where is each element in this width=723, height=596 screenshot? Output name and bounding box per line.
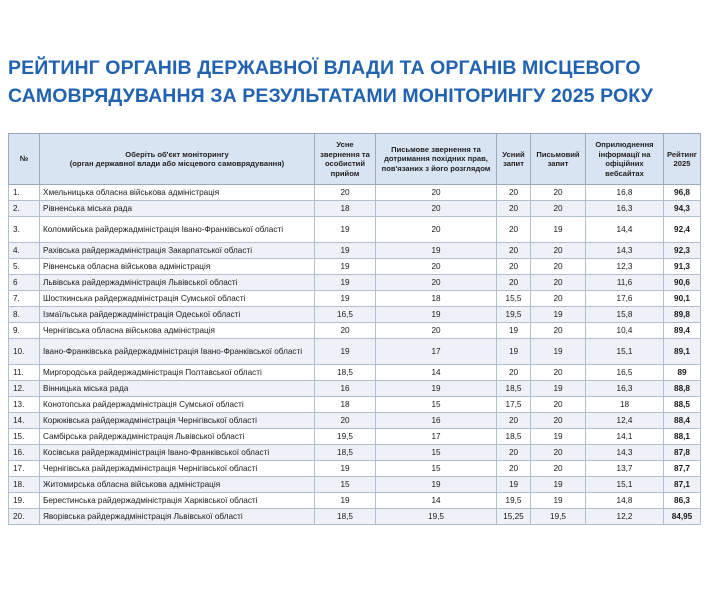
row-num: 11. [9,365,40,381]
row-num: 2. [9,201,40,217]
row-oral-request: 15,25 [497,509,531,525]
row-rating: 89,1 [664,339,701,365]
row-oral: 18,5 [315,445,376,461]
row-rating: 88,8 [664,381,701,397]
row-oral: 18,5 [315,509,376,525]
row-oral-request: 18,5 [497,381,531,397]
row-num: 3. [9,217,40,243]
row-publication: 12,2 [586,509,664,525]
row-written: 20 [376,259,497,275]
row-rating: 89,4 [664,323,701,339]
row-publication: 15,8 [586,307,664,323]
row-num: 14. [9,413,40,429]
row-name: Миргородська райдержадміністрація Полтавської області [40,365,315,381]
row-oral: 20 [315,413,376,429]
row-oral-request: 20 [497,185,531,201]
row-oral: 20 [315,323,376,339]
row-written-request: 20 [531,185,586,201]
row-publication: 12,3 [586,259,664,275]
table-row [9,259,701,275]
row-written-request: 20 [531,445,586,461]
row-publication: 14,4 [586,217,664,243]
row-name: Рівненська обласна військова адміністрація [40,259,315,275]
row-written: 19 [376,381,497,397]
row-oral-request: 19 [497,477,531,493]
row-name: Чернігівська обласна військова адміністрація [40,323,315,339]
row-oral-request: 20 [497,217,531,243]
row-rating: 88,5 [664,397,701,413]
table-header-row [9,134,701,185]
row-rating: 87,1 [664,477,701,493]
table-row [9,477,701,493]
table-row [9,339,701,365]
header-written-request: Письмовий запит [531,134,586,185]
table-row [9,365,701,381]
row-publication: 18 [586,397,664,413]
row-written-request: 20 [531,397,586,413]
row-oral-request: 20 [497,413,531,429]
row-written: 17 [376,429,497,445]
row-publication: 16,8 [586,185,664,201]
table-row [9,201,701,217]
table-row [9,307,701,323]
row-rating: 89,8 [664,307,701,323]
row-oral: 15 [315,477,376,493]
row-num: 18. [9,477,40,493]
row-num: 17. [9,461,40,477]
row-num: 12. [9,381,40,397]
row-written: 19 [376,307,497,323]
row-written-request: 20 [531,201,586,217]
row-written-request: 19 [531,381,586,397]
row-name: Чернігівська райдержадміністрація Чернігівської області [40,461,315,477]
table-row [9,461,701,477]
row-written: 17 [376,339,497,365]
row-oral-request: 19 [497,339,531,365]
row-name: Конотопська райдержадміністрація Сумської області [40,397,315,413]
row-publication: 12,4 [586,413,664,429]
row-written-request: 20 [531,275,586,291]
row-oral-request: 20 [497,461,531,477]
row-publication: 17,6 [586,291,664,307]
row-written-request: 19 [531,477,586,493]
row-oral-request: 20 [497,259,531,275]
table-row [9,243,701,259]
header-oral-request: Усний запит [497,134,531,185]
row-oral-request: 20 [497,445,531,461]
row-written: 20 [376,275,497,291]
row-name: Ізмаїльська райдержадміністрація Одеської області [40,307,315,323]
row-oral-request: 19,5 [497,493,531,509]
row-publication: 15,1 [586,339,664,365]
row-oral: 16,5 [315,307,376,323]
row-name: Шосткинська райдержадміністрація Сумської області [40,291,315,307]
row-written-request: 20 [531,259,586,275]
row-publication: 14,1 [586,429,664,445]
row-written: 19,5 [376,509,497,525]
row-num: 16. [9,445,40,461]
row-written-request: 20 [531,323,586,339]
row-oral: 19,5 [315,429,376,445]
header-written: Письмове звернення та дотримання похідних прав, пов'язаних з його розглядом [376,134,497,185]
row-oral: 18 [315,397,376,413]
row-rating: 92,3 [664,243,701,259]
row-rating: 92,4 [664,217,701,243]
row-num: 20. [9,509,40,525]
row-written: 15 [376,445,497,461]
row-oral-request: 20 [497,275,531,291]
row-num: 7. [9,291,40,307]
row-rating: 84,95 [664,509,701,525]
row-oral-request: 17,5 [497,397,531,413]
row-num: 6 [9,275,40,291]
row-rating: 90,1 [664,291,701,307]
table-row [9,217,701,243]
row-written: 16 [376,413,497,429]
row-written: 20 [376,185,497,201]
row-written-request: 19 [531,493,586,509]
row-rating: 96,8 [664,185,701,201]
row-publication: 16,5 [586,365,664,381]
row-oral: 20 [315,185,376,201]
header-num: № [9,134,40,185]
row-written-request: 20 [531,243,586,259]
table-row [9,493,701,509]
row-name: Вінницька міська рада [40,381,315,397]
row-written-request: 20 [531,365,586,381]
row-name: Яворівська райдержадміністрація Львівської області [40,509,315,525]
table-row [9,397,701,413]
row-publication: 14,3 [586,445,664,461]
row-written: 20 [376,323,497,339]
row-written: 20 [376,217,497,243]
row-publication: 14,8 [586,493,664,509]
row-rating: 94,3 [664,201,701,217]
row-num: 5. [9,259,40,275]
row-oral: 19 [315,493,376,509]
header-oral: Усне звернення та особистий прийом [315,134,376,185]
row-publication: 13,7 [586,461,664,477]
row-written: 15 [376,461,497,477]
row-oral-request: 20 [497,201,531,217]
row-publication: 14,3 [586,243,664,259]
row-written-request: 19,5 [531,509,586,525]
row-written-request: 19 [531,429,586,445]
header-rating: Рейтинг 2025 [664,134,701,185]
row-name: Берестинська райдержадміністрація Харківської області [40,493,315,509]
row-oral: 19 [315,291,376,307]
table-row [9,509,701,525]
table-row [9,185,701,201]
row-oral: 19 [315,339,376,365]
row-written: 19 [376,243,497,259]
row-publication: 16,3 [586,201,664,217]
table-row [9,429,701,445]
header-publication: Оприлюднення інформації на офіційних вебсайтах [586,134,664,185]
row-name: Івано-Франківська райдержадміністрація Івано-Франківської області [40,339,315,365]
row-rating: 88,4 [664,413,701,429]
row-oral: 18,5 [315,365,376,381]
table-row [9,381,701,397]
row-publication: 11,6 [586,275,664,291]
header-object [40,134,315,185]
row-name: Рахівська райдержадміністрація Закарпатської області [40,243,315,259]
row-name: Рівненська міська рада [40,201,315,217]
row-num: 15. [9,429,40,445]
header-object-line2: (орган державної влади або місцевого самоврядування) [69,159,285,168]
row-name: Самбірська райдержадміністрація Львівської області [40,429,315,445]
row-oral: 19 [315,461,376,477]
row-written: 20 [376,201,497,217]
row-name: Косівська райдержадміністрація Івано-Франківської області [40,445,315,461]
row-num: 9. [9,323,40,339]
row-written: 14 [376,493,497,509]
row-written: 14 [376,365,497,381]
row-written-request: 19 [531,217,586,243]
row-written: 18 [376,291,497,307]
row-rating: 89 [664,365,701,381]
row-written: 19 [376,477,497,493]
row-num: 10. [9,339,40,365]
row-written-request: 20 [531,291,586,307]
row-written: 15 [376,397,497,413]
row-written-request: 20 [531,461,586,477]
row-name: Корюківська райдержадміністрація Чернігівської області [40,413,315,429]
row-oral: 18 [315,201,376,217]
row-publication: 10,4 [586,323,664,339]
row-oral: 19 [315,217,376,243]
row-oral-request: 15,5 [497,291,531,307]
row-publication: 15,1 [586,477,664,493]
row-num: 8. [9,307,40,323]
page-title [8,54,713,110]
row-oral: 19 [315,275,376,291]
row-written-request: 19 [531,339,586,365]
table-row [9,275,701,291]
table-row [9,323,701,339]
table-row [9,291,701,307]
title-line-1: РЕЙТИНГ ОРГАНІВ ДЕРЖАВНОЇ ВЛАДИ ТА ОРГАНІВ МІСЦЕВОГО [8,57,641,79]
row-rating: 87,8 [664,445,701,461]
row-rating: 86,3 [664,493,701,509]
header-object-line1: Оберіть об'єкт моніторингу [125,149,229,159]
row-num: 4. [9,243,40,259]
row-publication: 16,3 [586,381,664,397]
row-name: Львівська райдержадміністрація Львівської області [40,275,315,291]
table-row [9,413,701,429]
row-rating: 88,1 [664,429,701,445]
row-name: Хмельницька обласна військова адміністрація [40,185,315,201]
row-num: 19. [9,493,40,509]
row-oral-request: 20 [497,365,531,381]
row-num: 1. [9,185,40,201]
row-oral-request: 20 [497,243,531,259]
table-row [9,445,701,461]
row-rating: 90,6 [664,275,701,291]
row-rating: 91,3 [664,259,701,275]
row-oral-request: 19 [497,323,531,339]
title-line-2: САМОВРЯДУВАННЯ ЗА РЕЗУЛЬТАТАМИ МОНІТОРИНГУ 2025 РОКУ [8,85,653,107]
row-oral: 16 [315,381,376,397]
rating-table [8,133,701,525]
row-oral-request: 18,5 [497,429,531,445]
row-oral-request: 19,5 [497,307,531,323]
row-name: Житомирська обласна військова адміністрація [40,477,315,493]
row-oral: 19 [315,259,376,275]
row-rating: 87,7 [664,461,701,477]
row-num: 13. [9,397,40,413]
row-written-request: 19 [531,307,586,323]
row-oral: 19 [315,243,376,259]
row-name: Коломийська райдержадміністрація Івано-Франківської області [40,217,315,243]
row-written-request: 20 [531,413,586,429]
